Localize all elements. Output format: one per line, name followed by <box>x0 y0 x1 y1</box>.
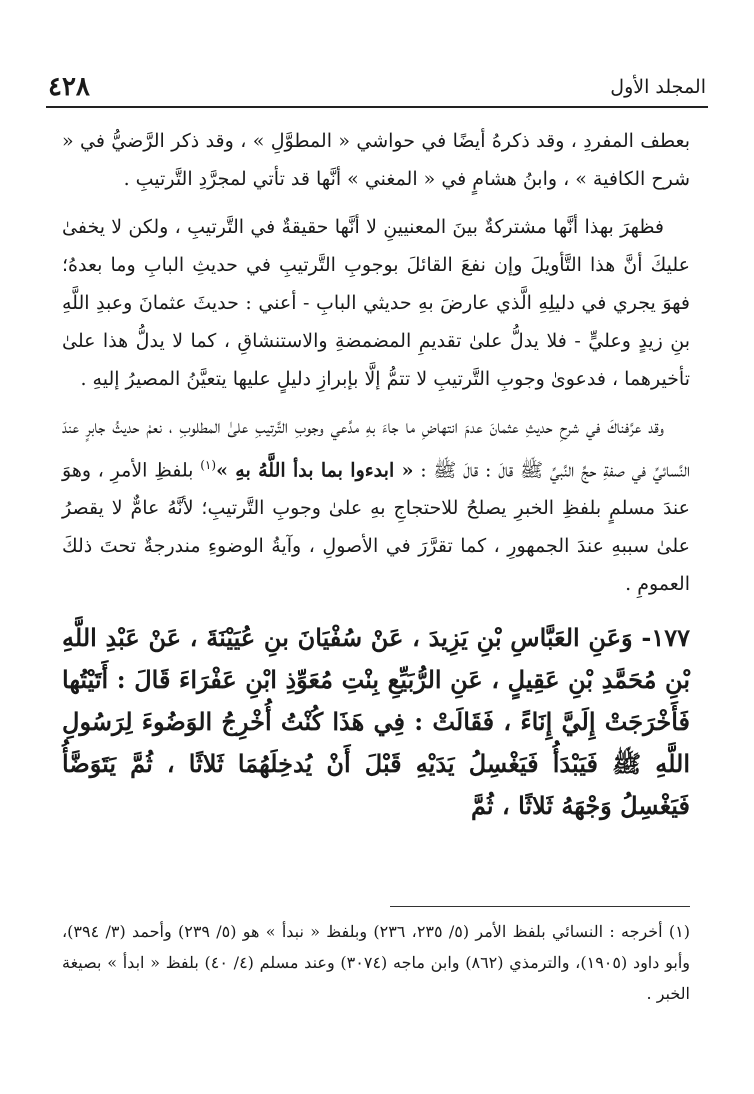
header-rule <box>46 106 708 108</box>
paragraph-3-text-a: وقد عرَّفناكَ في شرحِ حديثِ عثمانَ عدمَ انتهاضِ ما جاءَ بهِ مدَّعي وجوبِ التَّرتيبِ علىٰ المطلوبِ ، نعمْ حديثُ جابرٍ عندَ النَّسائيِّ في صفةِ حجِّ النَّبيِّ ﷺ قالَ : قالَ ﷺ : <box>62 416 690 482</box>
paragraph-3-text-b: بلفظِ الأمرِ ، وهوَ عندَ مسلمٍ بلفظِ الخبرِ يصلحُ للاحتجاجِ بهِ علىٰ وجوبِ التَّرتيبِ؛ لأنَّهُ عامٌّ لا يقصرُ علىٰ سببهِ عندَ الجمهورِ ، كما تقرَّرَ في الأصولِ ، وآيةُ الوضوءِ مندرجةٌ تحتَ ذلكَ العمومِ . <box>62 459 690 596</box>
paragraph-3 <box>62 408 690 603</box>
main-text <box>62 122 690 827</box>
footnote: (١) أخرجه : النسائي بلفظ الأمر (٥/ ٢٣٥، ٢٣٦) وبلفظ « نبدأ » هو (٥/ ٢٣٩) وأحمد (٣/ ٣٩٤)، وأبو داود (١٩٠٥)، والترمذي (٨٦٢) وابن ماجه (٣٠٧٤) وعند مسلم (٤/ ٤٠) بلفظ « ابدأ » بصيغة الخبر . <box>62 922 691 1003</box>
quoted-hadith: « ابدءوا بما بدأ اللَّهُ بهِ » <box>216 459 414 482</box>
page-header <box>48 60 706 106</box>
hadith-177: ١٧٧- وَعَنِ العَبَّاسِ بْنِ يَزِيدَ ، عَنْ سُفْيَانَ بنِ عُيَيْنَةَ ، عَنْ عَبْدِ اللَّهِ بْنِ مُحَمَّدِ بْنِ عَقِيلٍ ، عَنِ الرُّبَيِّعِ بِنْتِ مُعَوِّذِ ابْنِ عَفْرَاءَ قَالَ : أَتَيْتُها فَأَخْرَجَتْ إِلَيَّ إِنَاءً ، فَقَالَتْ : فِي هَذَا كُنْتُ أُخْرِجُ الوَضُوءَ لِرَسُولِ اللَّهِ ﷺ فَيَبْدَأُ فَيَغْسِلُ يَدَيْهِ قَبْلَ أَنْ يُدخِلَهُمَا ثَلاثًا ، ثُمَّ يَتَوَضَّأُ فَيَغْسِلُ وَجْهَهُ ثَلاثًا ، ثُمَّ <box>62 623 690 821</box>
footnote-marker: (١) <box>200 458 217 472</box>
page-number: ٤٢٨ <box>48 72 90 102</box>
paragraph-2: فظهرَ بهذا أنَّها مشتركةٌ بينَ المعنيينِ لا أنَّها حقيقةٌ في التَّرتيبِ ، ولكن لا يخفىٰ عليكَ أنَّ هذا التَّأويلَ وإن نفعَ القائلَ بوجوبِ التَّرتيبِ في حديثِ البابِ وما بعدهُ؛ فهوَ يجري في دليلِهِ الَّذي عارضَ بهِ حديثي البابِ - أعني : حديثَ عثمانَ وعبدِ اللَّهِ بنِ زيدٍ وعليٍّ - فلا يدلُّ علىٰ تقديمِ المضمضةِ والاستنشاقِ ، كما لا يدلُّ هذا علىٰ تأخيرهما ، فدعوىٰ وجوبِ التَّرتيبِ لا تتمُّ إلَّا بإبرازِ دليلٍ عليها يتعيَّنُ المصيرُ إليهِ . <box>62 216 690 390</box>
footnote-rule <box>390 906 690 907</box>
paragraph-1: بعطف المفردِ ، وقد ذكرهُ أيضًا في حواشي « المطوَّلِ » ، وقد ذكر الرَّضيُّ في « شرح الكافية » ، وابنُ هشامٍ في « المغني » أنَّها قد تأتي لمجرَّدِ التَّرتيبِ . <box>62 130 690 190</box>
volume-title: المجلد الأول <box>610 76 706 98</box>
